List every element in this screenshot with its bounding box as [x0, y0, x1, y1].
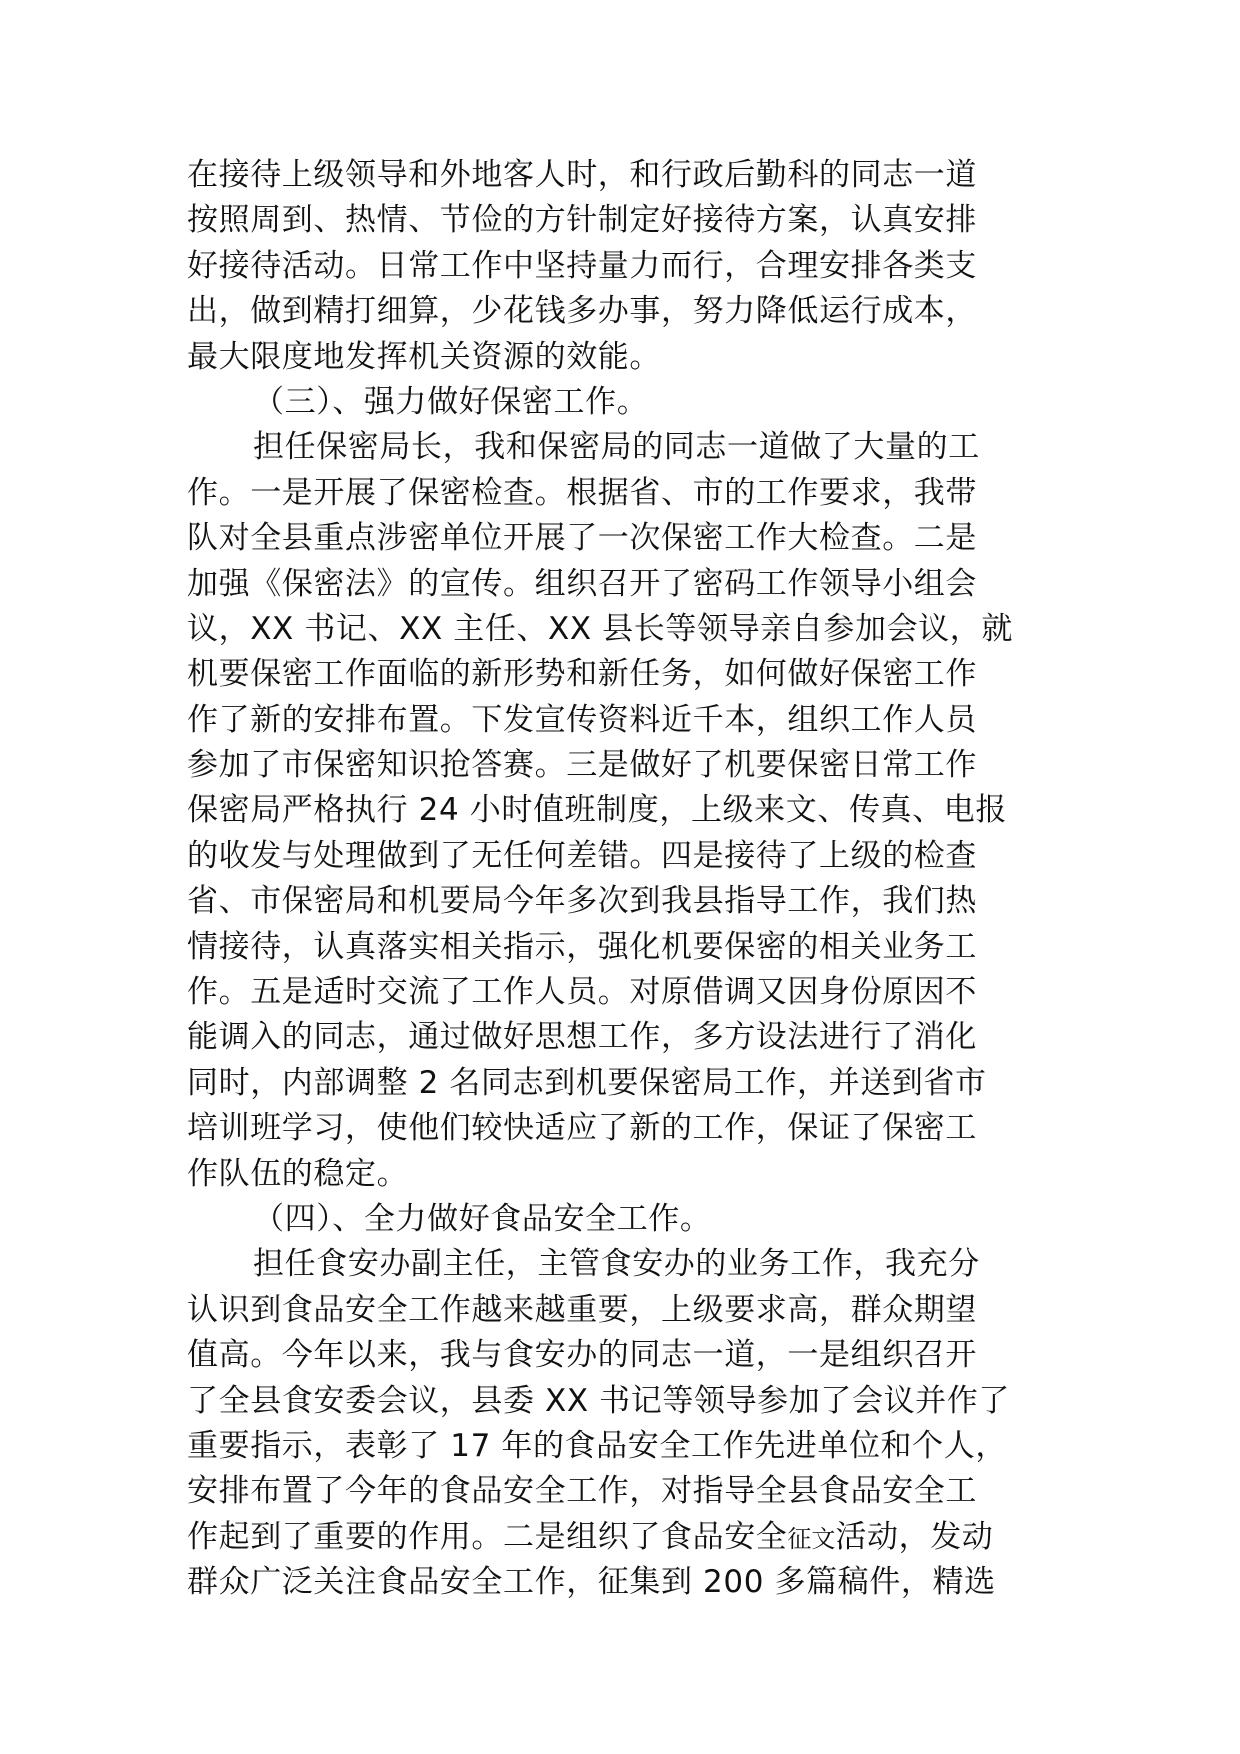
text-line: 队对全县重点涉密单位开展了一次保密工作大检查。二是 [187, 520, 977, 557]
text-line: 认识到食品安全工作越来越重要，上级要求高，群众期望 [187, 1291, 977, 1328]
text-line-mixed [187, 1515, 1067, 1560]
text-line: 保密局严格执行 24 小时值班制度，上级来文、传真、电报 [187, 792, 1007, 829]
text-line: 值高。今年以来，我与食安办的同志一道，一是组织召开 [187, 1337, 977, 1374]
text-line: 的收发与处理做到了无任何差错。四是接待了上级的检查 [187, 837, 977, 874]
section-heading: （三）、强力做好保密工作。 [253, 383, 649, 420]
paragraph-start: 担任食安办副主任，主管食安办的业务工作，我充分 [253, 1246, 980, 1283]
text-line: 安排布置了今年的食品安全工作，对指导全县食品安全工 [187, 1473, 977, 1510]
text-line: 作。一是开展了保密检查。根据省、市的工作要求，我带 [187, 474, 977, 511]
small-text-segment: 征文 [787, 1524, 836, 1553]
text-line: 能调入的同志，通过做好思想工作，多方设法进行了消化 [187, 1019, 977, 1056]
text-line: 培训班学习，使他们较快适应了新的工作，保证了保密工 [187, 1110, 977, 1147]
text-line: 情接待，认真落实相关指示，强化机要保密的相关业务工 [187, 928, 977, 965]
text-line: 同时，内部调整 2 名同志到机要保密局工作，并送到省市 [187, 1064, 987, 1101]
text-line: 省、市保密局和机要局今年多次到我县指导工作，我们热 [187, 883, 977, 920]
text-line: 加强《保密法》的宣传。组织召开了密码工作领导小组会 [187, 565, 977, 602]
text-line: 作了新的安排布置。下发宣传资料近千本，组织工作人员 [187, 701, 977, 738]
text-line: 机要保密工作面临的新形势和新任务，如何做好保密工作 [187, 656, 977, 693]
text-line: 作。五是适时交流了工作人员。对原借调又因身份原因不 [187, 974, 977, 1011]
text-line: 最大限度地发挥机关资源的效能。 [187, 338, 661, 375]
text-line: 议，XX 书记、XX 主任、XX 县长等领导亲自参加会议，就 [187, 610, 1013, 647]
text-line: 群众广泛关注食品安全工作，征集到 200 多篇稿件，精选 [187, 1564, 996, 1601]
text-line: 作队伍的稳定。 [187, 1155, 409, 1192]
section-heading: （四）、全力做好食品安全工作。 [253, 1200, 712, 1237]
text-line: 了全县食安委会议，县委 XX 书记等领导参加了会议并作了 [187, 1382, 1010, 1419]
text-segment: 作起到了重要的作用。二是组织了食品安全 [187, 1518, 788, 1555]
text-line: 在接待上级领导和外地客人时，和行政后勤科的同志一道 [187, 157, 977, 193]
text-line: 按照周到、热情、节俭的方针制定好接待方案，认真安排 [187, 202, 977, 239]
paragraph-start: 担任保密局长，我和保密局的同志一道做了大量的工 [253, 429, 980, 466]
text-line: 出，做到精打细算，少花钱多办事，努力降低运行成本， [187, 293, 977, 330]
body-text [187, 153, 1067, 1606]
text-line: 参加了市保密知识抢答赛。三是做好了机要保密日常工作 [187, 747, 977, 784]
text-segment: 活动，发动 [835, 1518, 994, 1555]
text-line: 重要指示，表彰了 17 年的食品安全工作先进单位和个人， [187, 1427, 1007, 1464]
text-line: 好接待活动。日常工作中坚持量力而行，合理安排各类支 [187, 247, 977, 284]
